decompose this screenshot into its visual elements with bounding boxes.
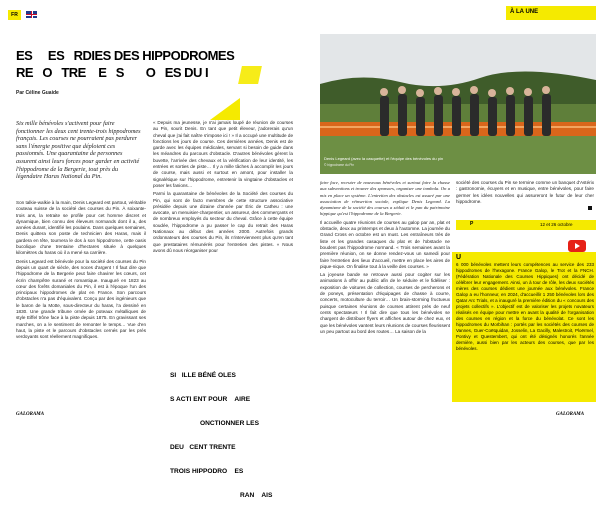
col1-paragraph: Denis Legeard est bénévole pour la société des courses du Pin depuis un quart de siècle, des noces d'argent ! Il faut dire que l'hippodrome de la Bergerie peut faire chavirer les cœurs, cet écrin champêtre surané et romantique. Inauguré en 1823 au cœur des forêts domaniales du Pin, il est à l'époque l'un des principaux hippodromes de plat en France. Son parcours d'obstacles n'a pas d'équivalent. Conçu par des ingénieurs que le baron de la Motte, sous-directeur du haras, l'a dessiné en 1830. Une grande tribune ornée de poteaux métalliques de style Eiffel trône face à la piste depuis 1875. En gravissant ses marches, on a le sentiment de remonter le temps… Vue d'en haut, la piste et le parcours d'obstacles cernés par les prés verdoyants sont réellement magnifiques. (16, 258, 146, 340)
article-title (16, 48, 316, 80)
black-square-icon (588, 206, 592, 210)
pullquote-line: DEU CENT TRENTE (170, 444, 236, 451)
youtube-icon[interactable] (568, 240, 586, 252)
photo-caption: Denis Legeard (avec la casquette) et l'équipe des bénévoles du pin (324, 156, 444, 161)
tag-bar (456, 220, 596, 230)
title-line-2: RE O TRE E S O ES DU I (16, 65, 209, 80)
pullquote-line: TROIS HIPPODRO ES (170, 468, 244, 475)
column-1 (16, 200, 146, 343)
col1-paragraph: Son talkie-walkie à la main, Denis Legeard est partout, véritable couteau suisse de la société des courses du Pin. À soixante-trois ans, la retraite se profile pour cet homme discret et dynamique, bien connu des éleveurs normands dont il a, des années durant, identifié les poulains. Dans quelques semaines, Denis quittera son poste de technicien des Haras, mais il gardera en tête, tournera le dos à son hippodrome, cette oasis bucolique d'une trentaine d'hectares située à quelques kilomètres du haras où il a mené sa carrière. (16, 200, 146, 256)
pullquote-line: ONCTIONNER LES (200, 420, 259, 427)
column-2 (153, 120, 293, 256)
tag-bar-left: P (470, 221, 474, 227)
footer-brand-right: GALORAMA (556, 412, 585, 417)
title-line-1: ES ES RDIES DES HIPPODROMES (16, 48, 235, 63)
column-4-text: société des courses du Pin se termine comme un banquet d'Astérix : gastronomie, écuyers et en musique, entre bénévoles, pour faire germer les idées nouvelles qui assureront le futur de leur cher hippodrome. (456, 180, 594, 204)
intro-paragraph: Six mille bénévoles s'activent pour faire fonctionner les deux cent trente-trois hippodromes français. Les courses ne pourraient pas perdurer sans l'énergie positive que déploient ces passionnés. Une quarantaine de personnes assurent ainsi leurs forces pour garder en activité l'hippodrome de la Bergerie, tout près du légendaire Haras National du Pin. (16, 120, 141, 181)
byline: Par Céline Guaide (16, 90, 59, 96)
team-photo (320, 34, 596, 174)
pullquote-line: SI ILLE BÉNÉ OLES (170, 372, 236, 379)
section-label: À LA UNE (510, 9, 539, 15)
pullquote-line: RAN AIS (240, 492, 273, 499)
sidebar-text: 6 000 bénévoles mettent leurs compétences au service des 233 hippodromes de l'hexagone. France Galop, le Trot et la FNCH. (Fédération Nationale des Courses Hippiques) ont décidé de célébrer leur engagement. Ainsi, un à tour de rôle, les deux sociétés mères des courses dédient une journée aux bénévoles. France Galop a eu l'honneur, en 2024, d'accueillir 1 250 bénévoles lors des Qatar Arc Trials, et a inauguré la première édition du « concours des projets collectifs ». L'objectif est de valoriser les projets novateurs réalisés en équipe pour mettre en avant la qualité de l'organisation des courses en région et la force du bénévolat. Ce sont les hippodromes du Morbihan : portés par les sociétés des courses de Vannes, Guer-Coëtquidan, Josselin, La Gacilly, Malestroit, Ploërmel, Pontivy et Questembert, qui ont été désignés honorés l'année dernière, aussi bien par les acteurs des courses, que par les bénévoles. (456, 262, 594, 351)
tag-bar-right: 12 et 26 octobre (540, 222, 573, 227)
lang-badge[interactable]: FR (8, 10, 21, 20)
photo-credit: © hippodrome du Pin (324, 163, 354, 167)
column-3 (320, 180, 450, 337)
col2-paragraph: Parmi la quarantaine de bénévoles de la Société des courses du Pin, qui sont de facto membres de cette structure associative présidée depuis une dizaine d'année par Éric de Catheu : une avocate, un menuisier-charpentier, un assureur, des commerçants et de nombreux employés du secteur du cheval. Grâce à cette équipe soudée, l'hippodrome a pu passer le cap du retrait des Haras Nationaux au début des années 2000. Autrefois grands ordonnateurs des courses du Pin, ils n'interviennent plus qu'en tant que prestataires rémunérés pour l'entretien des pistes. « Nous avons dû nous réorganiser pour (153, 191, 293, 253)
col2-paragraph: « Depuis ma jeunesse, je n'ai jamais loupé de réunion de courses au Pin, sourit Denis. En tant que petit éleveur, j'adorerais qu'un cheval que j'ai fait naître s'impose ici ! » Il a occupé une multitude de fonctions les jours de course. Ces dernières années, Denis est de garde avec les équipes médicales, servant si besoin de guide dans les méandres du parcours d'obstacle. D'autres bénévoles gèrent la buvette, l'arrivée des chevaux et la vérification de leur identité, les entrées et sorties de piste… Il y a mille tâches à accomplir les jours de course, mais aussi et surtout en amont, pour installer la signalétique sur l'hippodrome, entretenir la vingtaine d'obstacles et poser les fanions… (153, 120, 293, 188)
col3-paragraph: Il accueille quatre réunions de courses au galop par an, plat et obstacle, deux au printemps et deux à l'automne. La journée du Grand Cross en octobre est un must. Les entraîneurs très de liste et les grandes casaques du plat et de l'obstacle ne boudent pas l'hippodrome normand. « Trois semaines avant la première réunion, on se donne rendez-vous un samedi pour faire l'entretien des lieux d'accueil, mettre en place les aires de pique-nique. On finalise tout à la veille des courses. » (320, 219, 450, 269)
col3-paragraph: La joyeuse bande se retrouve aussi pour cogiter sur les animations à offrir au public afin de le séduire et le fidéliser : exposition de voitures de collection, courses de percherons et de poneys, présentation d'équipages de chasse à courre, concerts, motoculture du terroir… Un brain-storming fructueux puisque certaines réunions de courses attirent près de neuf cents spectateurs ! Il fait dire que tous les bénévoles se chargent de distribuer flyers et affiches autour de chez eux, et que les bénévoles vantent leurs réunions de courses fleurissent un peu partout au bord des routes… La saison de la (320, 272, 450, 334)
decorative-wedge (210, 98, 240, 120)
sidebar-drop-letter: U (456, 254, 462, 261)
col3-paragraph: faire face, recruter de nouveaux bénévoles et surtout faire la chasse aux subventions et trouver des sponsors, organiser une tombola. On a mis en place un système. L'entretien des obstacles est assuré par une association de réinsertion sociale, explique Denis Legeard. La dynamisme de la société des courses a séduit et le pan du patrimoine hippique qu'est l'hippodrome de la Bergerie. (320, 180, 450, 217)
uk-flag-icon[interactable] (26, 11, 37, 18)
title-yellow-shape (238, 66, 262, 84)
pullquote-line: S ACTI ENT POUR AIRE (170, 396, 251, 403)
footer-brand-left: GALORAMA (16, 412, 45, 417)
pull-quote (170, 356, 310, 508)
photo-illustration (320, 34, 596, 174)
